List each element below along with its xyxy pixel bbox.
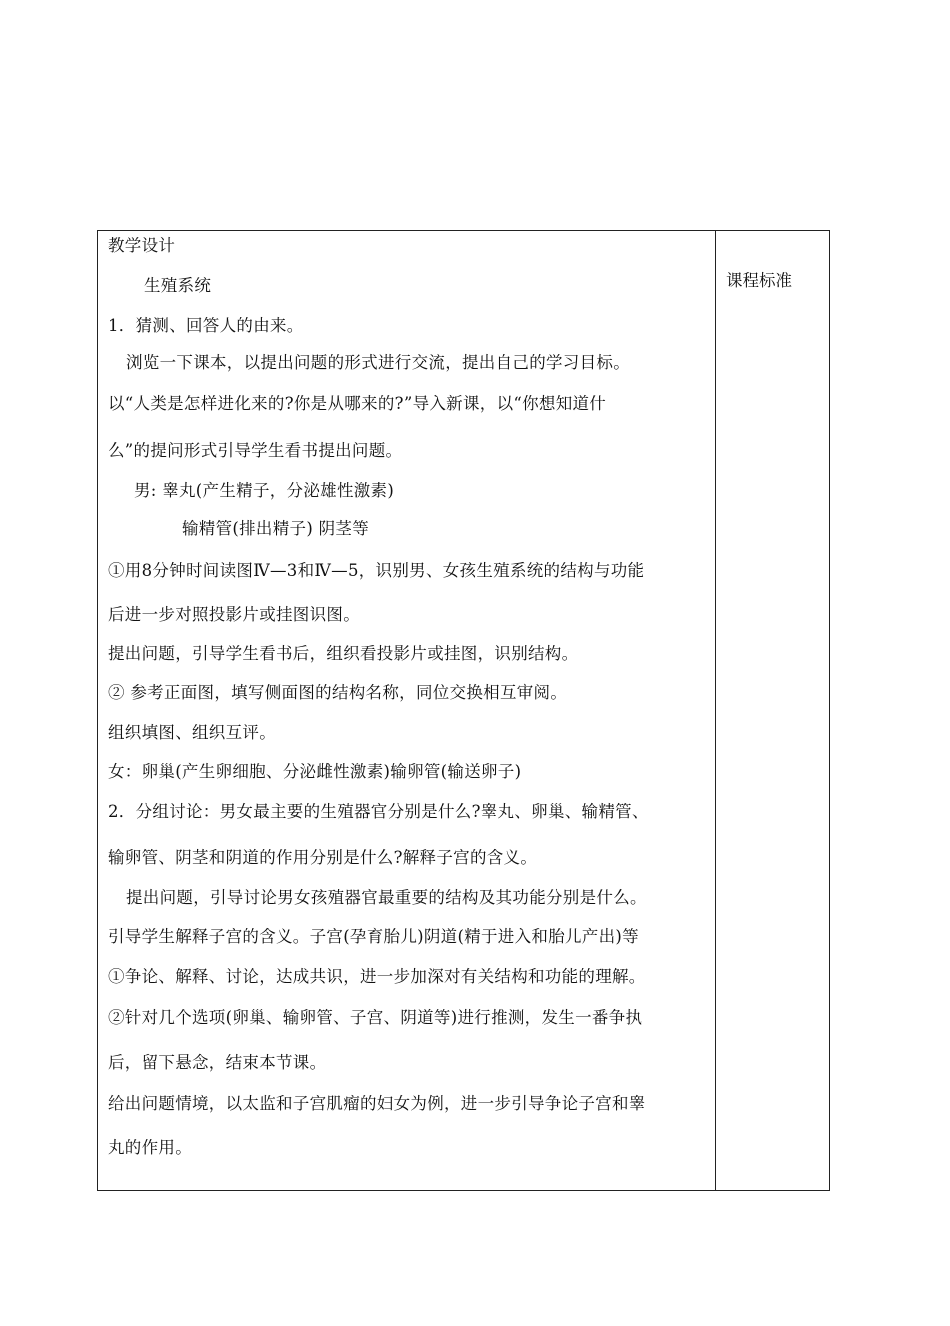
text-line: ①争论、解释、讨论，达成共识，进一步加深对有关结构和功能的理解。 [108, 967, 646, 986]
text-line: 后进一步对照投影片或挂图识图。 [108, 605, 360, 624]
text-line: 后，留下悬念，结束本节课。 [108, 1053, 327, 1072]
text-line: 引导学生解释子宫的含义。子宫(孕育胎儿)阴道(精于进入和胎儿产出)等 [108, 927, 639, 946]
text-line: 组织填图、组织互评。 [108, 723, 276, 742]
lesson-plan-table [97, 230, 830, 1191]
text-line: 丸的作用。 [108, 1138, 192, 1157]
text-line: 2．分组讨论：男女最主要的生殖器官分别是什么?睾丸、卵巢、输精管、 [108, 802, 649, 821]
text-line: 给出问题情境，以太监和子宫肌瘤的妇女为例，进一步引导争论子宫和睾 [108, 1094, 646, 1113]
text-line: 生殖系统 [144, 276, 212, 295]
text-line: 提出问题，引导讨论男女孩殖器官最重要的结构及其功能分别是什么。 [126, 888, 647, 907]
text-line: ①用8分钟时间读图Ⅳ—3和Ⅳ—5，识别男、女孩生殖系统的结构与功能 [108, 561, 645, 580]
teaching-design-cell [98, 231, 715, 1190]
text-line: 输精管(排出精子) 阴茎等 [182, 519, 370, 538]
text-line: 1．猜测、回答人的由来。 [108, 316, 304, 335]
text-line: 女：卵巢(产生卵细胞、分泌雌性激素)输卵管(输送卵子) [108, 762, 522, 781]
text-line: 提出问题，引导学生看书后，组织看投影片或挂图，识别结构。 [108, 644, 579, 663]
curriculum-standard-cell [716, 231, 829, 1190]
text-line: 么”的提问形式引导学生看书提出问题。 [108, 441, 403, 460]
text-line: ② 参考正面图，填写侧面图的结构名称，同位交换相互审阅。 [108, 683, 568, 702]
text-line: 浏览一下课本，以提出问题的形式进行交流，提出自己的学习目标。 [126, 353, 630, 372]
text-line: 男: 睾丸(产生精子，分泌雄性激素) [134, 481, 395, 500]
text-line: 教学设计 [108, 236, 176, 255]
text-line: ②针对几个选项(卵巢、输卵管、子宫、阴道等)进行推测，发生一番争执 [108, 1008, 643, 1027]
curriculum-standard-header: 课程标准 [726, 271, 792, 290]
text-line: 以“人类是怎样进化来的?你是从哪来的?”导入新课，以“你想知道什 [108, 394, 607, 413]
text-line: 输卵管、阴茎和阴道的作用分别是什么?解释子宫的含义。 [108, 848, 538, 867]
